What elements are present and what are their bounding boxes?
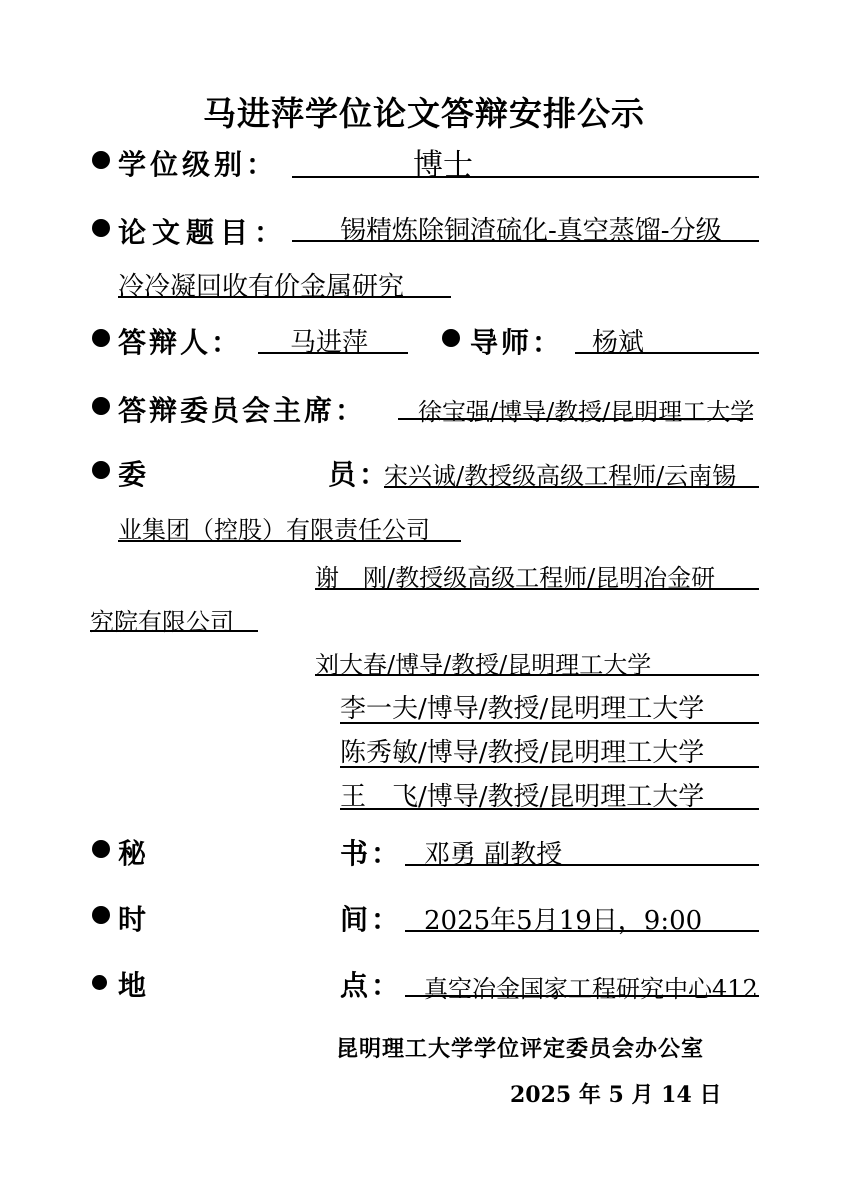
chair-value: 徐宝强/博导/教授/昆明理工大学 (418, 398, 755, 426)
bullet-icon (92, 329, 110, 347)
member-1-line2: 业集团（控股）有限责任公司 (118, 516, 430, 544)
time-label-a: 时 (118, 903, 147, 936)
bullet-icon (442, 329, 460, 347)
place-label-b: 点： (340, 969, 403, 1002)
member-6: 王 飞/博导/教授/昆明理工大学 (340, 782, 705, 812)
bullet-icon (92, 397, 110, 415)
member-5-underline (340, 766, 759, 768)
members-label-b: 员： (328, 458, 391, 491)
member-5: 陈秀敏/博导/教授/昆明理工大学 (340, 738, 705, 768)
bullet-icon (92, 906, 110, 924)
bullet-icon (92, 461, 110, 479)
chair-label: 答辩委员会主席： (118, 394, 367, 427)
member-1-underline (384, 486, 759, 488)
member-3: 刘大春/博导/教授/昆明理工大学 (315, 651, 652, 679)
member-6-underline (340, 808, 759, 810)
bullet-icon (92, 840, 110, 858)
secretary-label-a: 秘 (118, 837, 147, 870)
member-3-underline (315, 674, 759, 676)
member-2-underline (315, 588, 759, 590)
member-1-line1: 宋兴诚/教授级高级工程师/云南锡 (384, 462, 737, 490)
secretary-label-b: 书： (340, 837, 403, 870)
advisor-label: 导师： (470, 326, 564, 359)
thesis-label: 论文题目： (118, 216, 289, 249)
members-label-a: 委 (118, 458, 147, 491)
member-4-underline (340, 722, 759, 724)
place-value: 真空冶金国家工程研究中心412 (424, 975, 758, 1003)
candidate-label: 答辩人： (118, 326, 243, 359)
secretary-value: 邓勇 副教授 (424, 840, 563, 870)
thesis-underline-2 (118, 296, 451, 298)
thesis-title-line1: 锡精炼除铜渣硫化-真空蒸馏-分级 (340, 216, 722, 246)
degree-label: 学位级别： (118, 148, 279, 181)
bullet-icon (92, 975, 107, 990)
page-title: 马进萍学位论文答辩安排公示 (203, 94, 645, 133)
place-label-a: 地 (118, 969, 147, 1002)
advisor-value: 杨斌 (592, 328, 645, 358)
footer-date: 2025 年 5 月 14 日 (510, 1082, 722, 1108)
member-4: 李一夫/博导/教授/昆明理工大学 (340, 694, 705, 724)
member-1-underline-2 (118, 540, 461, 542)
bullet-icon (92, 219, 110, 237)
degree-value: 博士 (413, 148, 473, 183)
member-2-line1: 谢 刚/教授级高级工程师/昆明冶金研 (315, 564, 716, 592)
degree-underline (292, 176, 759, 178)
time-label-b: 间： (340, 903, 403, 936)
member-2-underline-2 (90, 630, 258, 632)
thesis-title-line2: 冷冷凝回收有价金属研究 (118, 272, 405, 302)
footer-org: 昆明理工大学学位评定委员会办公室 (336, 1036, 705, 1062)
candidate-value: 马进萍 (290, 328, 369, 358)
time-value: 2025年5月19日，9:00 (424, 906, 703, 936)
bullet-icon (92, 151, 110, 169)
member-2-line2: 究院有限公司 (90, 608, 234, 636)
